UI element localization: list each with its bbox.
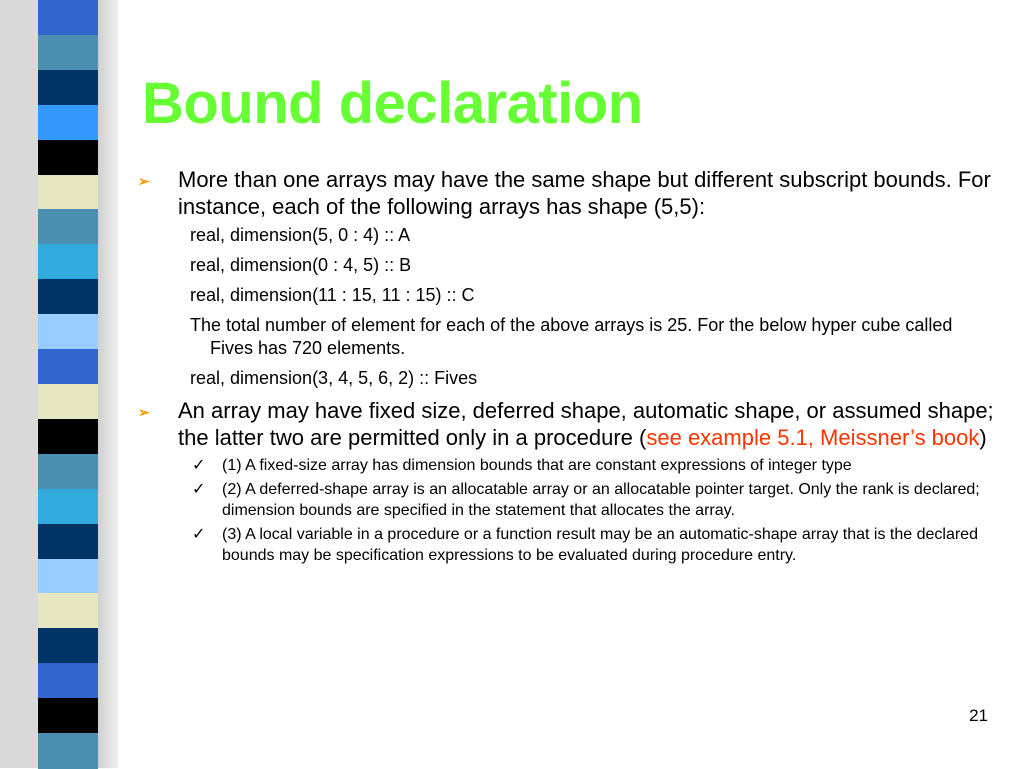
stripe-shadow [98,0,118,768]
checkmark-icon: ✓ [192,481,206,498]
slide-body [138,166,998,569]
stripe-band [38,419,98,455]
stripe-band [38,279,98,315]
check-item [138,479,998,521]
stripe-band [38,349,98,385]
stripe-band [38,489,98,525]
stripe-band [38,698,98,734]
stripe-band [38,105,98,141]
stripe-band [38,0,98,36]
arrowhead-bullet-icon: ➢ [138,173,150,189]
check-item-text: (1) A fixed-size array has dimension bounds that are constant expressions of integer type [222,457,852,474]
bullet-item-shapes [138,166,998,220]
stripe-band [38,454,98,490]
bullet-text: An array may have fixed size, deferred shape, automatic shape, or assumed shape; the latter two are permitted only in a procedure ( [178,398,994,450]
stripe-band [38,70,98,106]
stripe-band [38,314,98,350]
stripe-band [38,593,98,629]
stripe-band [38,35,98,71]
sub-line: real, dimension(3, 4, 5, 6, 2) :: Fives [190,368,478,388]
check-item-text: (2) A deferred-shape array is an allocatable array or an allocatable pointer target. Only the rank is declared; dimension bounds are specified in the statement that allocates the array. [222,481,980,519]
stripe-band [38,384,98,420]
bullet-item-array-kinds [138,397,998,451]
arrowhead-bullet-icon: ➢ [138,404,150,420]
check-item-text: (3) A local variable in a procedure or a function result may be an automatic-shape array that is the declared bounds may be specification expressions to be evaluated during procedure entry. [222,526,978,564]
checkmark-icon: ✓ [192,457,206,474]
sub-line: The total number of element for each of the above arrays is 25. For the below hyper cube called Fives has 720 elements. [190,315,953,358]
slide-title: Bound declaration [142,71,643,136]
bullet-text-close: ) [979,425,987,450]
stripe-band [38,244,98,280]
book-reference-link[interactable]: see example 5.1, Meissner’s book [646,425,980,450]
stripe-band [38,140,98,176]
sub-line: real, dimension(5, 0 : 4) :: A [190,225,411,245]
sub-line: real, dimension(11 : 15, 11 : 15) :: C [190,285,475,305]
check-item [138,524,998,566]
stripe-band [38,559,98,595]
bullet-text: More than one arrays may have the same shape but different subscript bounds. For instance, each of the following arrays has shape (5,5): [178,167,991,219]
stripe-band [38,628,98,664]
stripe-band [38,524,98,560]
stripe-band [38,663,98,699]
check-item [138,455,998,476]
stripe-band [38,175,98,211]
stripe-band [38,209,98,245]
stripe-band [38,733,98,769]
page-number: 21 [969,706,988,725]
sub-line: real, dimension(0 : 4, 5) :: B [190,255,412,275]
checkmark-icon: ✓ [192,526,206,543]
